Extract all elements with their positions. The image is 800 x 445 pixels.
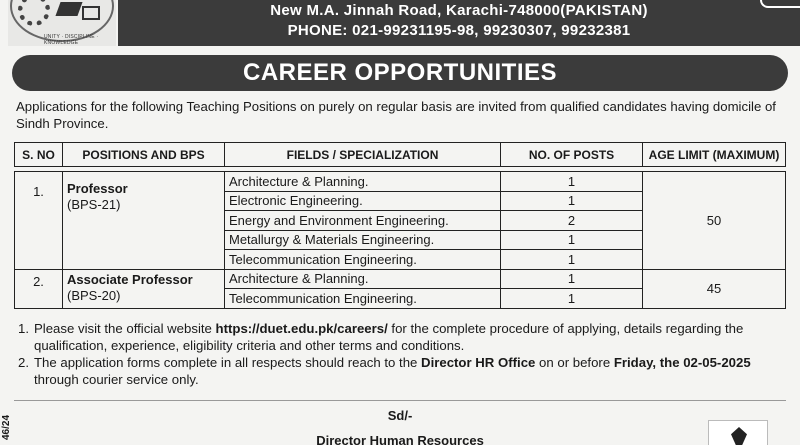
eagle-shape xyxy=(731,427,747,445)
field-name: Architecture & Planning. xyxy=(225,269,501,289)
note-text xyxy=(34,320,788,354)
signature-sd: Sd/- xyxy=(387,408,413,423)
table-header-row xyxy=(15,143,786,167)
field-name: Telecommunication Engineering. xyxy=(225,289,501,309)
header-age-limit: AGE LIMIT (MAXIMUM) xyxy=(643,143,786,167)
note-text-part: The application forms complete in all respects should reach to the xyxy=(34,355,422,370)
page-title: CAREER OPPORTUNITIES xyxy=(12,55,788,91)
position-bps: (BPS-20) xyxy=(67,287,121,303)
eagle-emblem-icon xyxy=(708,420,768,445)
header-positions: POSITIONS AND BPS xyxy=(63,143,225,167)
note-text-part: for the complete procedure of applying, details regarding the qualification, experience, eligibility criteria and other terms and conditions. xyxy=(34,321,744,353)
reference-code: 46/24 xyxy=(1,414,13,441)
position-sno: 1. xyxy=(15,172,63,270)
note-text-part: on or before xyxy=(535,355,614,370)
table-row xyxy=(15,269,786,289)
field-name: Energy and Environment Engineering. xyxy=(225,211,501,231)
field-name: Telecommunication Engineering. xyxy=(225,250,501,270)
posts-count: 1 xyxy=(501,230,643,250)
header-band xyxy=(118,0,800,46)
posts-count: 2 xyxy=(501,211,643,231)
note-number: 1. xyxy=(18,321,29,336)
notes-list xyxy=(18,320,788,388)
note-item xyxy=(18,354,788,388)
note-text-part: through courier service only. xyxy=(34,372,199,387)
age-limit: 50 xyxy=(643,172,786,270)
deadline-date: Friday, the 02-05-2025 xyxy=(613,355,751,370)
position-bps: (BPS-21) xyxy=(67,197,121,212)
signature-title: Director Human Resources xyxy=(316,433,484,445)
field-name: Electronic Engineering. xyxy=(225,191,501,211)
field-name: Architecture & Planning. xyxy=(225,172,501,192)
table-row xyxy=(15,172,786,192)
age-limit: 45 xyxy=(643,269,786,308)
field-name: Metallurgy & Materials Engineering. xyxy=(225,230,501,250)
university-address: New M.A. Jinnah Road, Karachi-748000(PAKISTAN) xyxy=(270,2,648,19)
position-title: Professor xyxy=(67,181,128,196)
note-number: 2. xyxy=(18,355,29,370)
header-posts: NO. OF POSTS xyxy=(501,143,643,167)
position-cell xyxy=(63,269,225,308)
book-icon xyxy=(82,6,100,20)
logo-motto: UNITY · DISCIPLINE · KNOWLEDGE xyxy=(44,34,99,46)
posts-count: 1 xyxy=(501,172,643,192)
posts-count: 1 xyxy=(501,191,643,211)
note-text-part: Please visit the official website xyxy=(34,321,216,336)
position-cell xyxy=(63,172,225,270)
hr-office-label: Director HR Office xyxy=(421,355,536,370)
letterhead xyxy=(0,0,800,46)
note-item xyxy=(18,320,788,354)
position-title: Associate Professor xyxy=(67,271,193,287)
intro-paragraph: Applications for the following Teaching Positions on purely on regular basis are invited from qualified candidates having domicile of Sindh Province. xyxy=(16,99,776,131)
position-sno: 2. xyxy=(15,269,63,308)
careers-link[interactable]: https://duet.edu.pk/careers/ xyxy=(215,321,388,336)
footer-divider xyxy=(14,400,786,401)
note-text xyxy=(34,354,788,388)
header-sno: S. NO xyxy=(15,143,63,167)
posts-count: 1 xyxy=(501,250,643,270)
university-phone: PHONE: 021-99231195-98, 99230307, 99232381 xyxy=(287,22,631,39)
positions-table xyxy=(14,142,786,309)
header-fields: FIELDS / SPECIALIZATION xyxy=(225,143,501,167)
university-logo xyxy=(8,0,116,46)
posts-count: 1 xyxy=(501,269,643,289)
posts-count: 1 xyxy=(501,289,643,309)
